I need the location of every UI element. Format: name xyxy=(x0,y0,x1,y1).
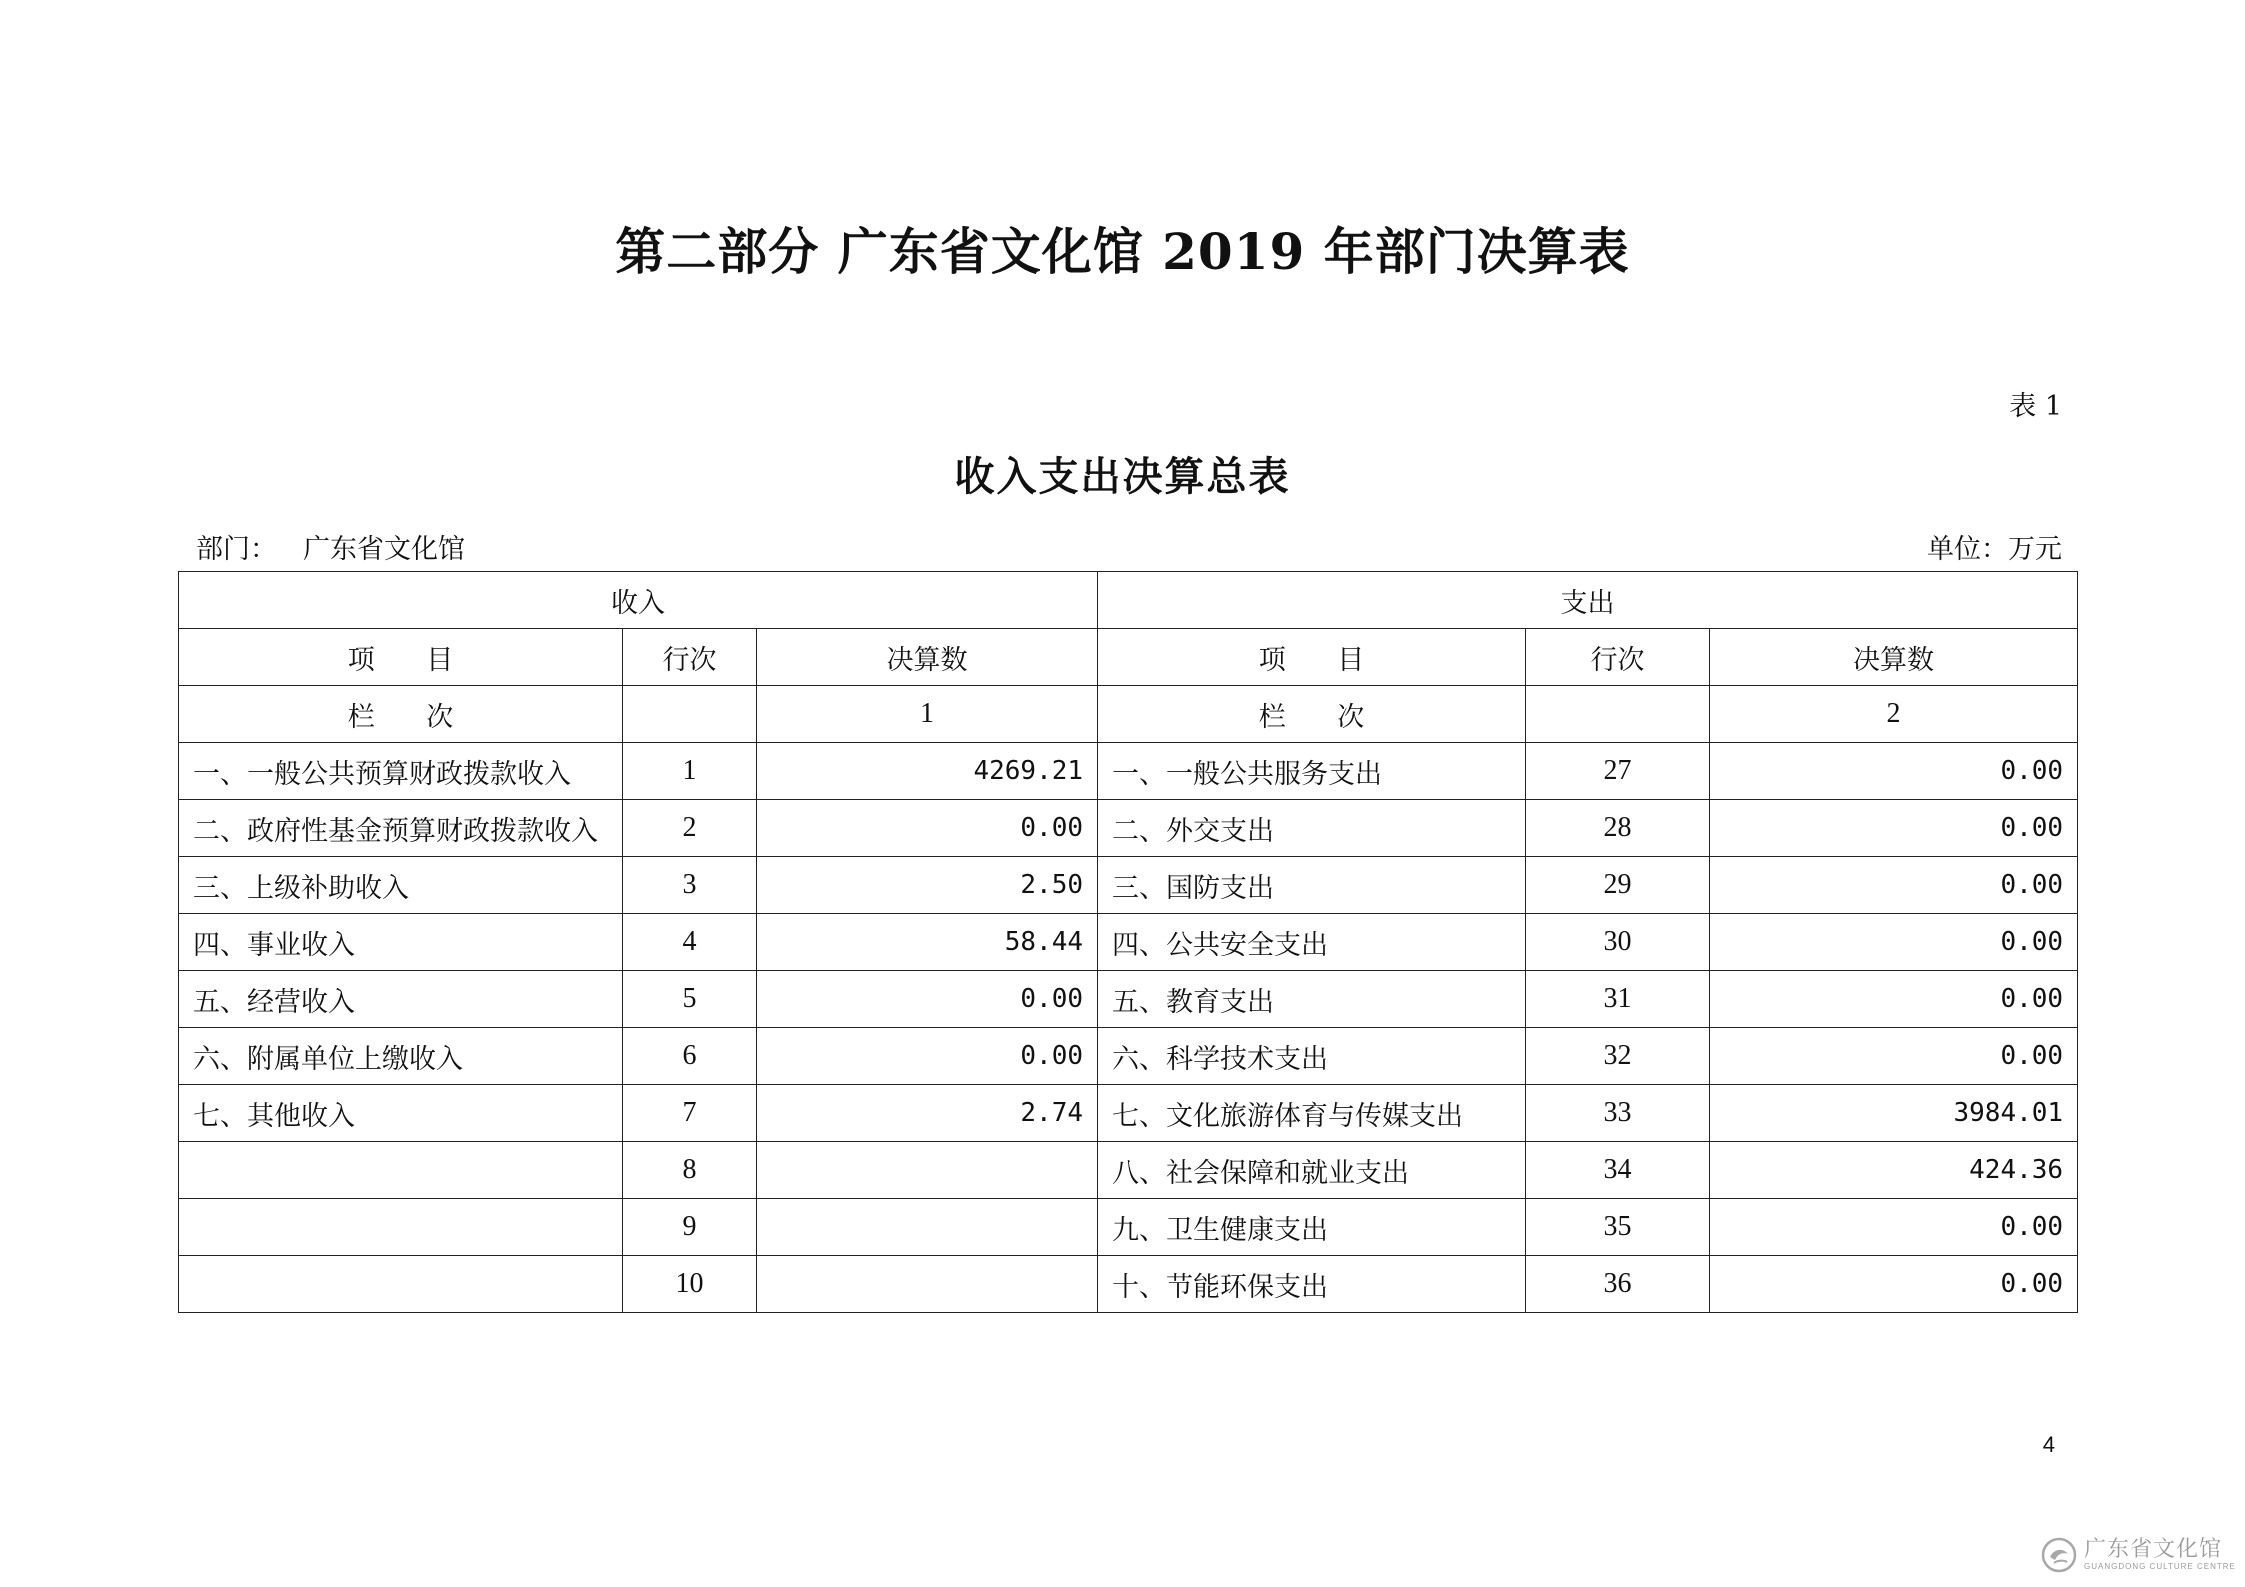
expense-section-header: 支出 xyxy=(1098,572,2078,629)
department-value: 广东省文化馆 xyxy=(303,534,465,565)
table-row xyxy=(179,914,2078,971)
income-expense-table xyxy=(178,571,2078,1313)
logo-english-name: GUANGDONG CULTURE CENTRE xyxy=(2084,1562,2236,1571)
income-row-number: 10 xyxy=(623,1256,757,1313)
expense-row-header: 行次 xyxy=(1526,629,1710,686)
expense-item: 二、外交支出 xyxy=(1098,800,1526,857)
expense-row-number: 32 xyxy=(1526,1028,1710,1085)
department-label: 部门： xyxy=(196,534,277,565)
income-row-number: 3 xyxy=(623,857,757,914)
expense-amount: 424.36 xyxy=(1710,1142,2078,1199)
income-section-header: 收入 xyxy=(179,572,1098,629)
main-title: 第二部分 广东省文化馆 2019 年部门决算表 xyxy=(615,222,1630,281)
income-item: 四、事业收入 xyxy=(179,914,623,971)
income-row-number: 5 xyxy=(623,971,757,1028)
expense-amount: 0.00 xyxy=(1710,800,2078,857)
unit-label: 单位：万元 xyxy=(1927,534,2062,565)
expense-row-number: 29 xyxy=(1526,857,1710,914)
expense-column-index: 2 xyxy=(1710,686,2078,743)
table-row xyxy=(179,800,2078,857)
income-row-number: 6 xyxy=(623,1028,757,1085)
expense-row-number: 27 xyxy=(1526,743,1710,800)
expense-row-number: 34 xyxy=(1526,1142,1710,1199)
expense-item: 四、公共安全支出 xyxy=(1098,914,1526,971)
expense-row-number: 30 xyxy=(1526,914,1710,971)
income-item xyxy=(179,1199,623,1256)
income-row-number: 1 xyxy=(623,743,757,800)
expense-amount: 3984.01 xyxy=(1710,1085,2078,1142)
expense-row-number: 33 xyxy=(1526,1085,1710,1142)
expense-item: 七、文化旅游体育与传媒支出 xyxy=(1098,1085,1526,1142)
table-row xyxy=(179,743,2078,800)
income-item: 七、其他收入 xyxy=(179,1085,623,1142)
income-amount: 0.00 xyxy=(757,800,1098,857)
expense-amount: 0.00 xyxy=(1710,971,2078,1028)
expense-item: 六、科学技术支出 xyxy=(1098,1028,1526,1085)
culture-centre-logo-icon xyxy=(2040,1536,2078,1574)
table-row xyxy=(179,1199,2078,1256)
income-item: 六、附属单位上缴收入 xyxy=(179,1028,623,1085)
expense-column-index-blank xyxy=(1526,686,1710,743)
income-amount xyxy=(757,1199,1098,1256)
expense-item-header: 项 目 xyxy=(1098,629,1526,686)
expense-item: 一、一般公共服务支出 xyxy=(1098,743,1526,800)
logo-text xyxy=(2084,1538,2236,1572)
column-header-row xyxy=(179,629,2078,686)
income-item-header: 项 目 xyxy=(179,629,623,686)
income-row-number: 9 xyxy=(623,1199,757,1256)
table-number: 表 1 xyxy=(2009,391,2062,422)
expense-amount: 0.00 xyxy=(1710,1199,2078,1256)
footer-logo xyxy=(2040,1530,2245,1580)
income-amount: 4269.21 xyxy=(757,743,1098,800)
table-title: 收入支出决算总表 xyxy=(954,453,1291,500)
income-row-number: 4 xyxy=(623,914,757,971)
income-row-number: 2 xyxy=(623,800,757,857)
expense-amount: 0.00 xyxy=(1710,857,2078,914)
table-row xyxy=(179,1085,2078,1142)
income-row-number: 7 xyxy=(623,1085,757,1142)
table-row xyxy=(179,971,2078,1028)
expense-row-number: 36 xyxy=(1526,1256,1710,1313)
income-column-index-blank xyxy=(623,686,757,743)
income-amount xyxy=(757,1256,1098,1313)
expense-row-number: 31 xyxy=(1526,971,1710,1028)
expense-row-number: 28 xyxy=(1526,800,1710,857)
logo-chinese-name: 广东省文化馆 xyxy=(2084,1537,2223,1562)
expense-amount-header: 决算数 xyxy=(1710,629,2078,686)
expense-item: 五、教育支出 xyxy=(1098,971,1526,1028)
page-number: 4 xyxy=(2042,1432,2055,1457)
table-row xyxy=(179,1028,2078,1085)
expense-item: 三、国防支出 xyxy=(1098,857,1526,914)
income-row-header: 行次 xyxy=(623,629,757,686)
section-header-row xyxy=(179,572,2078,629)
income-item xyxy=(179,1142,623,1199)
income-item: 一、一般公共预算财政拨款收入 xyxy=(179,743,623,800)
expense-column-index-label: 栏 次 xyxy=(1098,686,1526,743)
income-item: 五、经营收入 xyxy=(179,971,623,1028)
income-amount: 2.74 xyxy=(757,1085,1098,1142)
income-row-number: 8 xyxy=(623,1142,757,1199)
table-row xyxy=(179,857,2078,914)
expense-item: 十、节能环保支出 xyxy=(1098,1256,1526,1313)
income-amount: 0.00 xyxy=(757,1028,1098,1085)
expense-amount: 0.00 xyxy=(1710,914,2078,971)
income-amount xyxy=(757,1142,1098,1199)
income-column-index: 1 xyxy=(757,686,1098,743)
expense-amount: 0.00 xyxy=(1710,1256,2078,1313)
income-item: 三、上级补助收入 xyxy=(179,857,623,914)
income-amount: 58.44 xyxy=(757,914,1098,971)
department-line xyxy=(196,527,465,566)
income-item xyxy=(179,1256,623,1313)
income-item: 二、政府性基金预算财政拨款收入 xyxy=(179,800,623,857)
column-index-row xyxy=(179,686,2078,743)
table-row xyxy=(179,1256,2078,1313)
income-amount: 2.50 xyxy=(757,857,1098,914)
expense-amount: 0.00 xyxy=(1710,743,2078,800)
income-column-index-label: 栏 次 xyxy=(179,686,623,743)
expense-row-number: 35 xyxy=(1526,1199,1710,1256)
expense-item: 八、社会保障和就业支出 xyxy=(1098,1142,1526,1199)
table-row xyxy=(179,1142,2078,1199)
income-amount: 0.00 xyxy=(757,971,1098,1028)
expense-amount: 0.00 xyxy=(1710,1028,2078,1085)
income-amount-header: 决算数 xyxy=(757,629,1098,686)
expense-item: 九、卫生健康支出 xyxy=(1098,1199,1526,1256)
